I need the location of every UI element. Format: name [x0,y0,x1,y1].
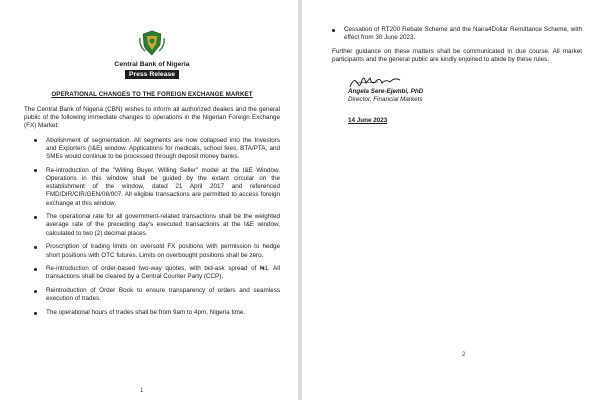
bullet-icon [34,139,37,142]
list-item-text: The operational hours of trades shall be from 9am to 4pm, Nigeria time. [46,309,246,317]
list-item-text: Proscription of trading limits on oversold FX positions with permission to hedge short positions with OTC futures. Limits on overbought positions shall be zero. [46,243,280,259]
page-2 [302,0,600,400]
list-item-text: Reintroduction of Order Book to ensure transparency of orders and seamless execution of trades. [46,287,280,303]
bullet-icon [34,169,37,172]
bullet-list [332,26,582,42]
org-name: Central Bank of Nigeria [114,61,190,68]
bullet-icon [34,290,37,293]
page-number: 2 [462,352,466,358]
bullet-icon [34,312,37,315]
bullet-icon [34,216,37,219]
intro-paragraph: The Central Bank of Nigeria (CBN) wishes to inform all authorized dealers and the general public of the following immediate changes to operations in the Nigerian Foreign Exchange (FX) Market: [24,106,280,130]
list-item-text: Re-introduction of order-based two-way quotes, with bid-ask spread of ₦1. All transactions shall be cleared by a Central Counter Party (CCP). [46,265,280,281]
list-item-text: Re-introduction of the "Willing Buyer, Willing Seller" model at the I&E Window. Operations in this window shall be guided by the extant circular on the establishment of the window, dated 21 April 2017 and referenced FMD/DIR/CIR/GEN/08/007. All eligible transactions are permitted to access foreign exchange at this window. [46,166,280,207]
document-title: OPERATIONAL CHANGES TO THE FOREIGN EXCHANGE MARKET [51,91,253,98]
bullet-list [24,137,280,318]
list-item-text: Cessation of RT200 Rebate Scheme and the Naira4Dollar Remittance Scheme, with effect from 30 June 2023. [344,26,582,42]
list-item [332,26,582,42]
list-item [34,137,280,162]
bullet-icon [34,246,37,249]
page-number: 1 [140,388,144,394]
list-item [34,213,280,238]
list-item [34,243,280,259]
signer-name: Angela Sere-Ejembi, PhD [348,88,424,96]
page-1 [0,0,298,400]
press-release-badge: Press Release [125,70,179,79]
bullet-icon [332,29,335,32]
bullet-icon [34,268,37,271]
list-item [34,309,280,317]
list-item-text: The operational rate for all government-related transactions shall be the weighted average rate of the preceding day's executed transactions at the I&E window, calculated to two (2) decimal places. [46,213,280,237]
closing-paragraph: Further guidance on these matters shall be communicated in due course. All market participants and the general public are kindly enjoined to abide by these rules. [332,47,582,64]
release-date: 14 June 2023 [348,117,388,125]
list-item [34,167,280,208]
list-item-text: Abolishment of segmentation. All segments are now collapsed into the Investors and Exporters (I&E) window. Applications for medicals, school fees, BTA/PTA, and SMEs would continue to be processed through deposit money banks. [46,136,280,161]
signer-title: Director, Financial Markets [348,96,423,104]
list-item [34,287,280,303]
cbn-crest-logo [137,28,167,58]
list-item [34,265,280,281]
